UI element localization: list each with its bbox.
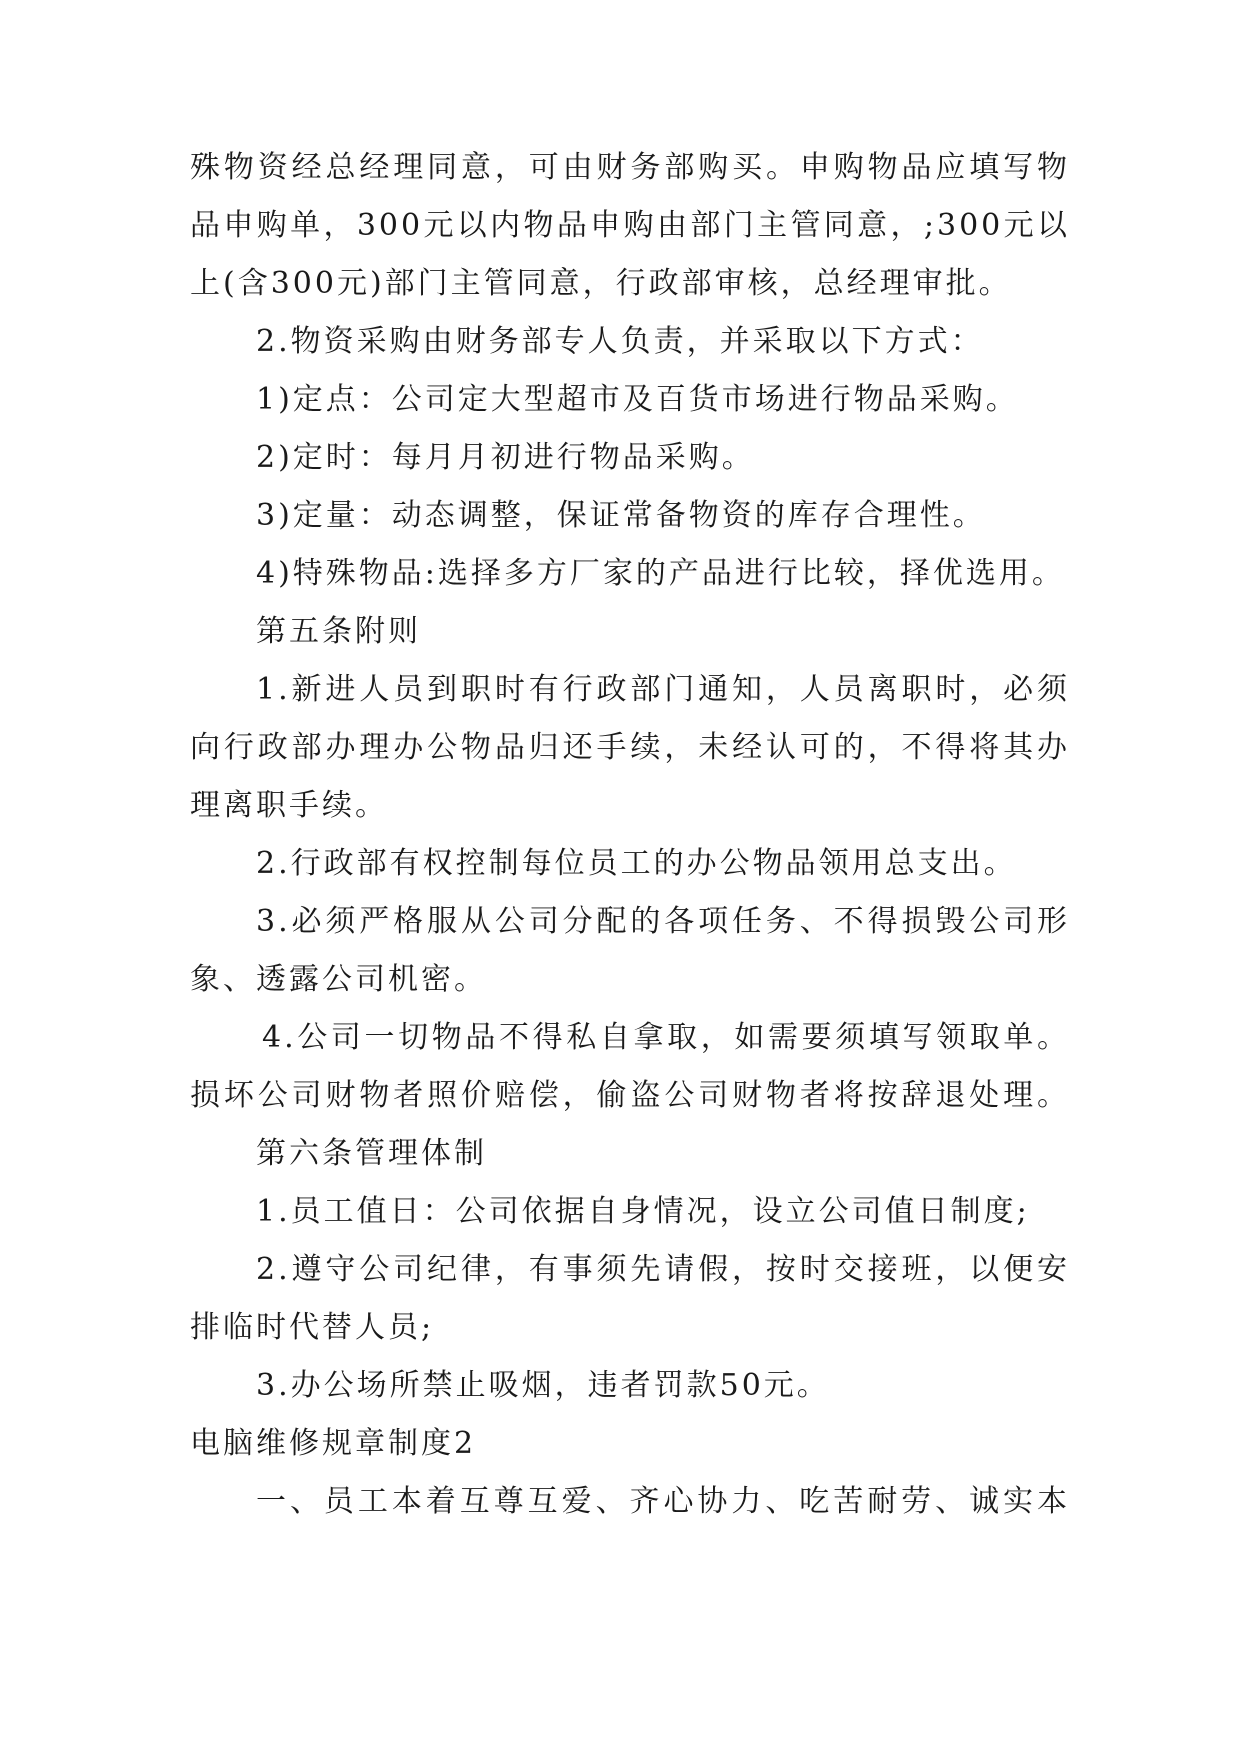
text-line: 2.行政部有权控制每位员工的办公物品领用总支出。 <box>256 846 1017 881</box>
text-line: 殊物资经总经理同意，可由财务部购买。申购物品应填写物 <box>190 150 1070 185</box>
text-line: 向行政部办理办公物品归还手续，未经认可的，不得将其办 <box>190 730 1070 765</box>
text-line: 象、透露公司机密。 <box>190 962 487 997</box>
text-line: 2.物资采购由财务部专人负责，并采取以下方式： <box>256 324 984 359</box>
text-line: 3)定量：动态调整，保证常备物资的库存合理性。 <box>256 498 986 533</box>
text-line: 3.必须严格服从公司分配的各项任务、不得损毁公司形 <box>256 904 1070 939</box>
text-line: 3.办公场所禁止吸烟，违者罚款50元。 <box>256 1368 830 1403</box>
text-line: 1.新进人员到职时有行政部门通知，人员离职时，必须 <box>256 672 1070 707</box>
text-line: 4)特殊物品:选择多方厂家的产品进行比较，择优选用。 <box>256 556 1065 591</box>
text-line: 一、员工本着互尊互爱、齐心协力、吃苦耐劳、诚实本 <box>256 1484 1070 1519</box>
document-title: 电脑维修规章制度2 <box>190 1426 477 1461</box>
text-line: 4.公司一切物品不得私自拿取，如需要须填写领取单。 <box>262 1020 1070 1055</box>
text-line: 2.遵守公司纪律，有事须先请假，按时交接班，以便安 <box>256 1252 1070 1287</box>
section-heading: 第六条管理体制 <box>256 1136 487 1171</box>
section-heading: 第五条附则 <box>256 614 421 649</box>
text-line: 损坏公司财物者照价赔偿，偷盗公司财物者将按辞退处理。 <box>190 1078 1070 1113</box>
text-line: 排临时代替人员; <box>190 1310 435 1345</box>
text-line: 上(含300元)部门主管同意，行政部审核，总经理审批。 <box>190 266 1012 301</box>
text-line: 1.员工值日：公司依据自身情况，设立公司值日制度; <box>256 1194 1030 1229</box>
text-line: 品申购单，300元以内物品申购由部门主管同意，;300元以 <box>190 208 1070 243</box>
text-line: 理离职手续。 <box>190 788 388 823</box>
text-line: 2)定时：每月月初进行物品采购。 <box>256 440 755 475</box>
text-line: 1)定点：公司定大型超市及百货市场进行物品采购。 <box>256 382 1019 417</box>
